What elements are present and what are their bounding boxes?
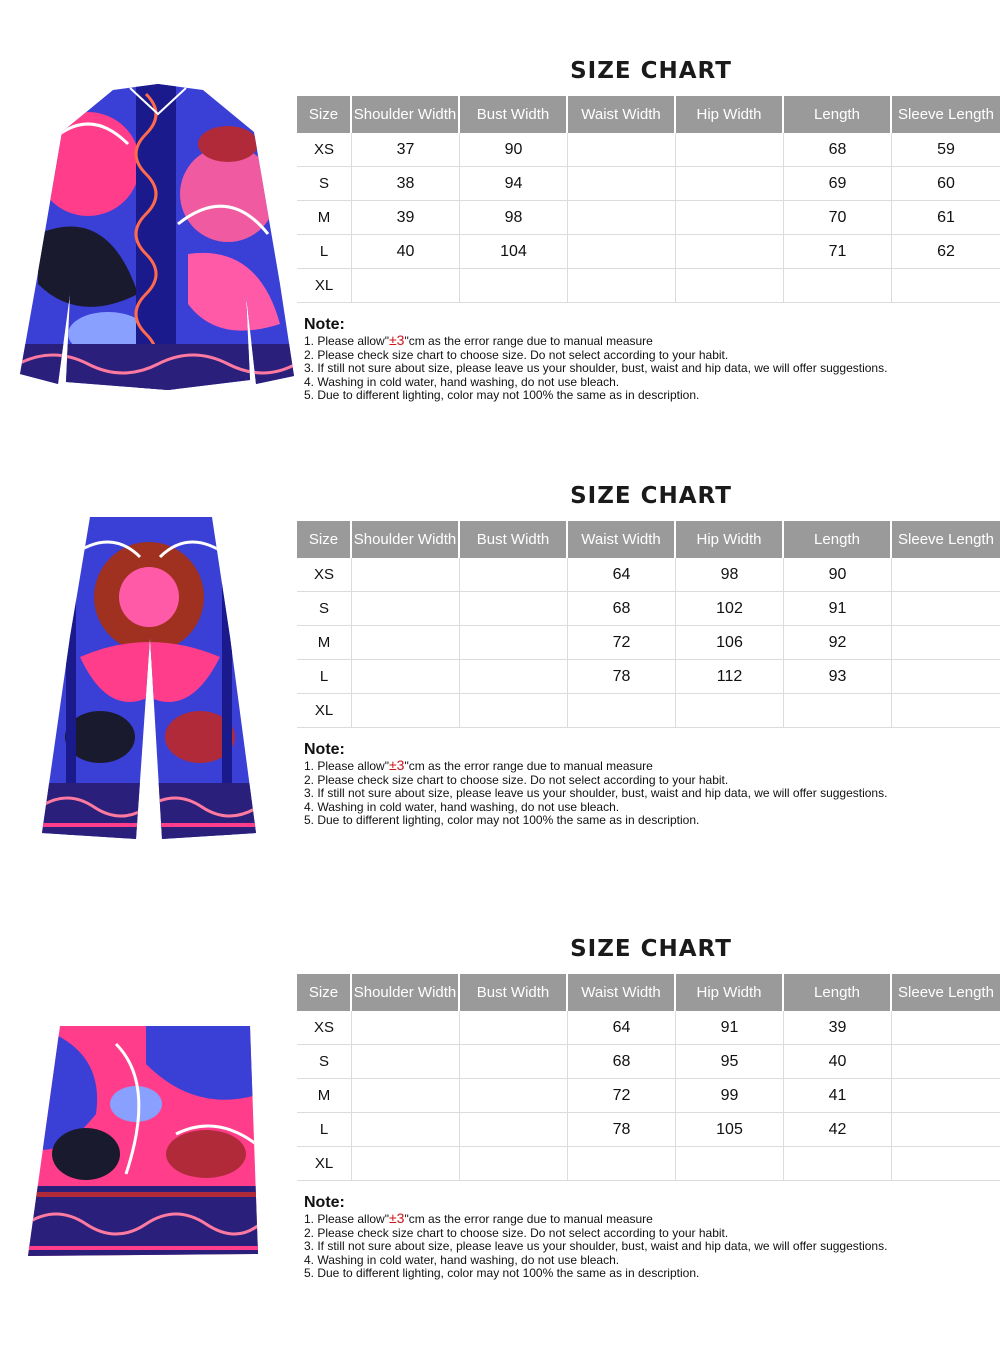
table-header-row [297, 96, 1000, 133]
table-cell: 41 [784, 1079, 892, 1113]
notes-block [304, 1194, 887, 1281]
table-cell: 64 [568, 558, 676, 592]
note-line-2: 2. Please check size chart to choose size. Do not select according to your habit. [304, 1225, 729, 1240]
table-cell: 90 [784, 558, 892, 592]
note-line-5: 5. Due to different lighting, color may not 100% the same as in description. [304, 1266, 700, 1281]
table-row [297, 1079, 1000, 1113]
table-cell [352, 1147, 460, 1181]
table-cell [460, 1011, 568, 1045]
size-chart-table [297, 96, 1000, 303]
header-waist-width: Waist Width [568, 521, 676, 558]
size-cell: L [297, 660, 352, 694]
table-cell: 72 [568, 626, 676, 660]
table-cell [352, 626, 460, 660]
header-hip-width: Hip Width [676, 974, 784, 1011]
header-size: Size [297, 96, 352, 133]
table-cell [352, 558, 460, 592]
table-cell [568, 133, 676, 167]
skirt-image [26, 1024, 260, 1260]
size-cell: S [297, 167, 352, 201]
table-cell: 68 [568, 592, 676, 626]
table-cell: 95 [676, 1045, 784, 1079]
table-cell: 106 [676, 626, 784, 660]
header-length: Length [784, 96, 892, 133]
table-cell: 105 [676, 1113, 784, 1147]
note-line-4: 4. Washing in cold water, hand washing, do not use bleach. [304, 374, 620, 389]
note-line-4: 4. Washing in cold water, hand washing, do not use bleach. [304, 799, 620, 814]
size-chart-title: SIZE CHART [570, 936, 732, 962]
table-cell: 62 [892, 235, 1000, 269]
notes-block [304, 741, 887, 828]
table-cell [892, 694, 1000, 728]
table-cell: 60 [892, 167, 1000, 201]
table-row [297, 1045, 1000, 1079]
table-cell [460, 1045, 568, 1079]
table-row [297, 133, 1000, 167]
table-cell [676, 201, 784, 235]
header-bust-width: Bust Width [460, 96, 568, 133]
header-hip-width: Hip Width [676, 96, 784, 133]
table-cell: 71 [784, 235, 892, 269]
table-cell: 61 [892, 201, 1000, 235]
table-cell [892, 1079, 1000, 1113]
table-cell [460, 1079, 568, 1113]
size-chart-section-shirt [0, 0, 1000, 420]
table-cell: 59 [892, 133, 1000, 167]
table-cell: 39 [352, 201, 460, 235]
table-cell: 42 [784, 1113, 892, 1147]
size-cell: M [297, 626, 352, 660]
notes-title: Note: [304, 741, 345, 758]
table-cell: 40 [784, 1045, 892, 1079]
header-sleeve-length: Sleeve Length [892, 521, 1000, 558]
table-row [297, 660, 1000, 694]
note-line-2: 2. Please check size chart to choose size. Do not select according to your habit. [304, 347, 729, 362]
size-chart-table [297, 521, 1000, 728]
table-cell: 64 [568, 1011, 676, 1045]
table-cell [676, 1147, 784, 1181]
table-cell [892, 660, 1000, 694]
size-chart-table [297, 974, 1000, 1181]
table-row [297, 694, 1000, 728]
size-cell: S [297, 1045, 352, 1079]
table-cell [352, 660, 460, 694]
table-cell [892, 1011, 1000, 1045]
table-cell: 70 [784, 201, 892, 235]
table-cell: 72 [568, 1079, 676, 1113]
size-chart-title: SIZE CHART [570, 483, 732, 509]
table-cell [460, 1113, 568, 1147]
table-cell: 92 [784, 626, 892, 660]
table-cell: 90 [460, 133, 568, 167]
notes-title: Note: [304, 1194, 345, 1211]
header-shoulder-width: Shoulder Width [352, 96, 460, 133]
size-cell: XL [297, 694, 352, 728]
table-cell [676, 694, 784, 728]
table-row [297, 1011, 1000, 1045]
table-row [297, 201, 1000, 235]
size-chart-title: SIZE CHART [570, 58, 732, 84]
table-cell [460, 592, 568, 626]
table-header-row [297, 974, 1000, 1011]
table-row [297, 1113, 1000, 1147]
table-row [297, 592, 1000, 626]
table-row [297, 1147, 1000, 1181]
table-cell: 99 [676, 1079, 784, 1113]
table-cell [460, 626, 568, 660]
table-cell: 98 [676, 558, 784, 592]
table-cell [784, 694, 892, 728]
note-line-5: 5. Due to different lighting, color may not 100% the same as in description. [304, 813, 700, 828]
size-cell: XS [297, 1011, 352, 1045]
note-line-1: 1. Please allow"±3"cm as the error range due to manual measure [304, 1210, 653, 1226]
note-line-1: 1. Please allow"±3"cm as the error range due to manual measure [304, 332, 653, 348]
table-cell: 78 [568, 1113, 676, 1147]
table-cell: 102 [676, 592, 784, 626]
table-cell [892, 269, 1000, 303]
header-hip-width: Hip Width [676, 521, 784, 558]
table-row [297, 235, 1000, 269]
table-cell [892, 592, 1000, 626]
table-header-row [297, 521, 1000, 558]
table-cell [568, 235, 676, 269]
table-cell [568, 269, 676, 303]
table-cell [892, 558, 1000, 592]
table-cell [676, 133, 784, 167]
table-cell [352, 694, 460, 728]
table-cell: 94 [460, 167, 568, 201]
note-line-3: 3. If still not sure about size, please leave us your shoulder, bust, waist and hip data, we will offer suggestions. [304, 786, 888, 801]
table-cell [676, 167, 784, 201]
table-cell [352, 1011, 460, 1045]
size-cell: M [297, 201, 352, 235]
table-cell [676, 269, 784, 303]
size-cell: XS [297, 558, 352, 592]
note-line-3: 3. If still not sure about size, please leave us your shoulder, bust, waist and hip data, we will offer suggestions. [304, 361, 888, 376]
size-chart-section-trousers [0, 425, 1000, 845]
table-cell [892, 1045, 1000, 1079]
table-cell: 37 [352, 133, 460, 167]
header-bust-width: Bust Width [460, 974, 568, 1011]
size-cell: L [297, 235, 352, 269]
header-shoulder-width: Shoulder Width [352, 974, 460, 1011]
notes-title: Note: [304, 316, 345, 333]
header-size: Size [297, 974, 352, 1011]
size-cell: XL [297, 1147, 352, 1181]
table-cell [460, 558, 568, 592]
header-shoulder-width: Shoulder Width [352, 521, 460, 558]
table-row [297, 167, 1000, 201]
table-cell: 93 [784, 660, 892, 694]
note-line-2: 2. Please check size chart to choose size. Do not select according to your habit. [304, 772, 729, 787]
notes-block [304, 316, 887, 403]
table-cell [460, 269, 568, 303]
table-cell [784, 269, 892, 303]
header-length: Length [784, 521, 892, 558]
header-length: Length [784, 974, 892, 1011]
table-cell: 40 [352, 235, 460, 269]
size-cell: XL [297, 269, 352, 303]
table-cell [568, 694, 676, 728]
table-cell: 69 [784, 167, 892, 201]
header-sleeve-length: Sleeve Length [892, 974, 1000, 1011]
table-cell [568, 167, 676, 201]
trousers-image [40, 517, 258, 843]
table-cell [460, 1147, 568, 1181]
table-cell [892, 626, 1000, 660]
table-cell [352, 1045, 460, 1079]
table-cell: 91 [676, 1011, 784, 1045]
table-cell [568, 1147, 676, 1181]
note-line-5: 5. Due to different lighting, color may not 100% the same as in description. [304, 388, 700, 403]
table-cell [676, 235, 784, 269]
table-cell: 38 [352, 167, 460, 201]
table-cell: 39 [784, 1011, 892, 1045]
table-cell: 78 [568, 660, 676, 694]
table-row [297, 626, 1000, 660]
header-waist-width: Waist Width [568, 974, 676, 1011]
table-cell [568, 201, 676, 235]
table-cell: 91 [784, 592, 892, 626]
table-cell [460, 694, 568, 728]
table-cell: 68 [568, 1045, 676, 1079]
size-cell: XS [297, 133, 352, 167]
table-row [297, 558, 1000, 592]
shirt-image [18, 84, 296, 390]
header-waist-width: Waist Width [568, 96, 676, 133]
note-line-3: 3. If still not sure about size, please leave us your shoulder, bust, waist and hip data, we will offer suggestions. [304, 1239, 888, 1254]
table-cell [784, 1147, 892, 1181]
header-bust-width: Bust Width [460, 521, 568, 558]
table-cell [352, 1113, 460, 1147]
table-cell: 98 [460, 201, 568, 235]
table-cell [352, 269, 460, 303]
size-chart-section-skirt [0, 878, 1000, 1298]
table-cell: 112 [676, 660, 784, 694]
size-cell: L [297, 1113, 352, 1147]
size-cell: M [297, 1079, 352, 1113]
table-row [297, 269, 1000, 303]
table-cell [460, 660, 568, 694]
note-line-4: 4. Washing in cold water, hand washing, do not use bleach. [304, 1252, 620, 1267]
table-cell [352, 592, 460, 626]
size-cell: S [297, 592, 352, 626]
table-cell [352, 1079, 460, 1113]
header-sleeve-length: Sleeve Length [892, 96, 1000, 133]
note-line-1: 1. Please allow"±3"cm as the error range due to manual measure [304, 757, 653, 773]
header-size: Size [297, 521, 352, 558]
table-cell [892, 1113, 1000, 1147]
table-cell [892, 1147, 1000, 1181]
table-cell: 104 [460, 235, 568, 269]
table-cell: 68 [784, 133, 892, 167]
